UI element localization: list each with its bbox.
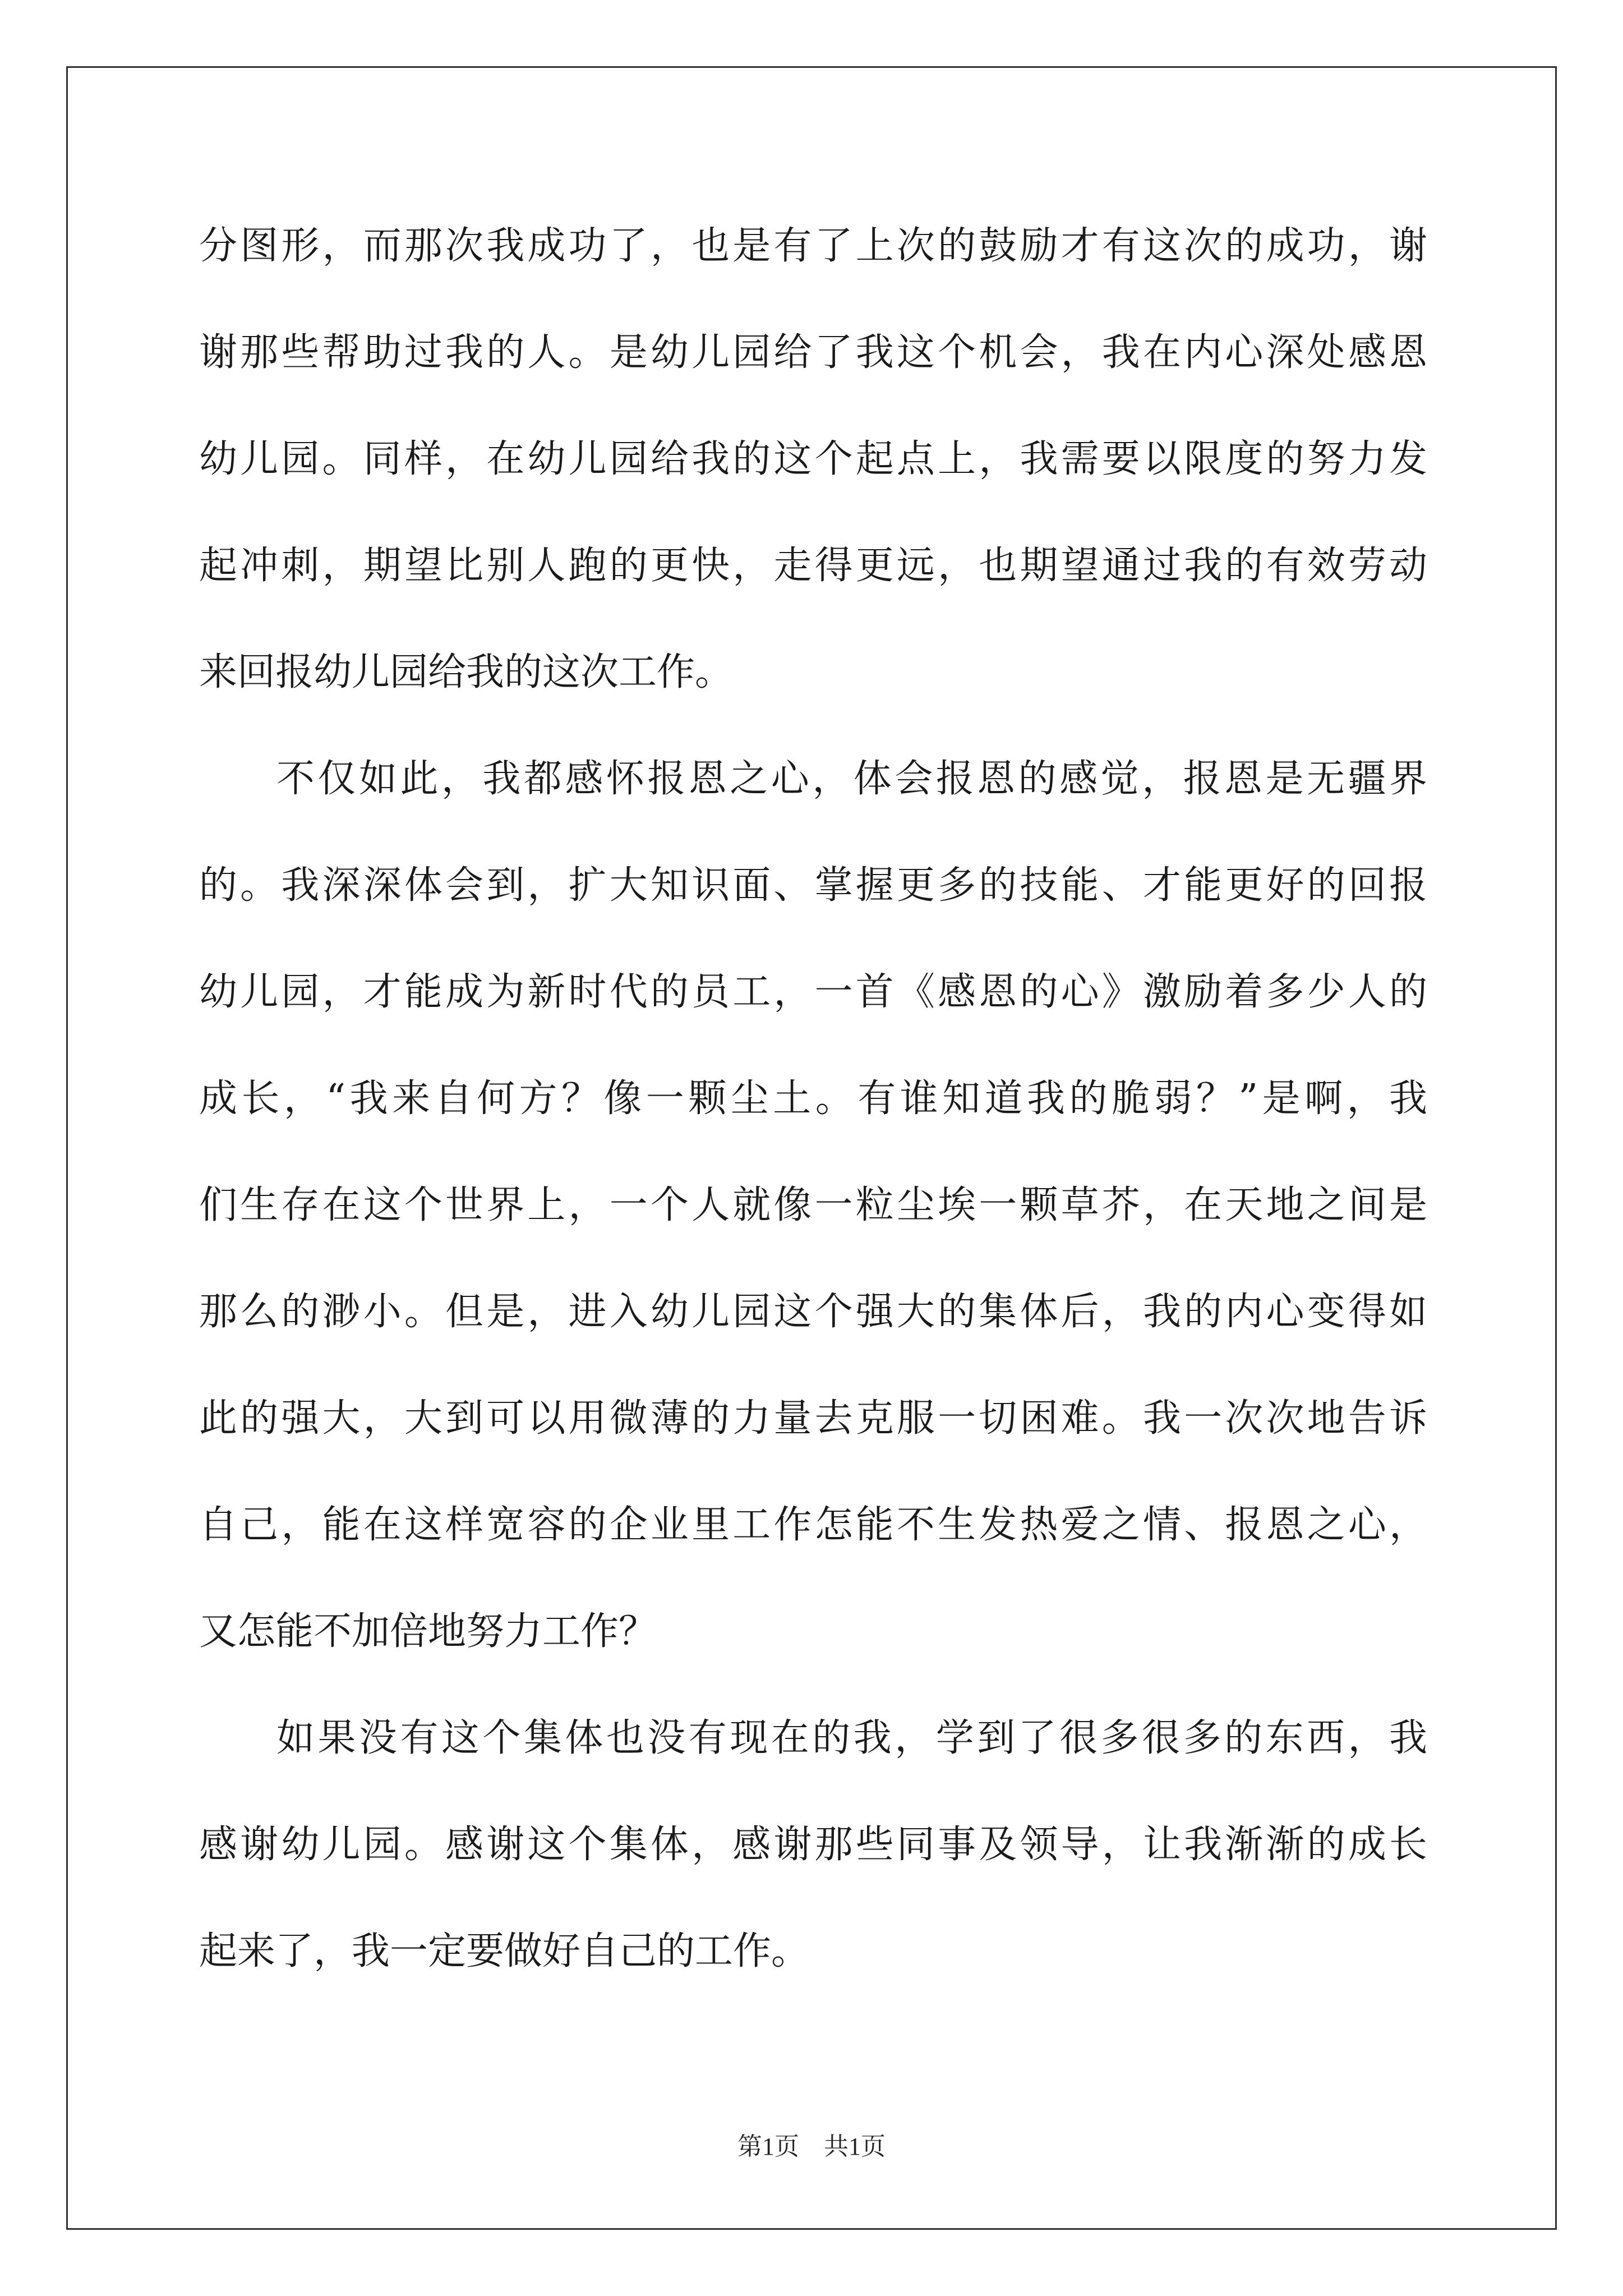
text-line-11: 那么的渺小。但是，进入幼儿园这个强大的集体后，我的内心变得如 — [199, 1290, 1427, 1334]
text-line-10: 们生存在这个世界上，一个人就像一粒尘埃一颗草芥，在天地之间是 — [199, 1183, 1427, 1227]
page-footer: 第1页 共1页 — [737, 2133, 886, 2160]
text-line-17: 起来了，我一定要做好自己的工作。 — [199, 1929, 810, 1973]
text-line-5: 来回报幼儿园给我的这次工作。 — [199, 650, 734, 694]
text-line-1: 分图形，而那次我成功了，也是有了上次的鼓励才有这次的成功，谢 — [199, 224, 1427, 268]
text-line-7: 的。我深深体会到，扩大知识面、掌握更多的技能、才能更好的回报 — [199, 863, 1427, 908]
text-line-6: 不仅如此，我都感怀报恩之心，体会报恩的感觉，报恩是无疆界 — [276, 757, 1427, 801]
text-line-16: 感谢幼儿园。感谢这个集体，感谢那些同事及领导，让我渐渐的成长 — [199, 1823, 1427, 1867]
text-line-14: 又怎能不加倍地努力工作？ — [199, 1609, 657, 1654]
text-line-15: 如果没有这个集体也没有现在的我，学到了很多很多的东西，我 — [276, 1716, 1427, 1760]
text-line-8: 幼儿园，才能成为新时代的员工，一首《感恩的心》激励着多少人的 — [199, 970, 1427, 1014]
text-line-2: 谢那些帮助过我的人。是幼儿园给了我这个机会，我在内心深处感恩 — [199, 330, 1427, 375]
text-line-3: 幼儿园。同样，在幼儿园给我的这个起点上，我需要以限度的努力发 — [199, 437, 1427, 481]
document-body — [199, 215, 1427, 2027]
text-line-9: 成长，“我来自何方？像一颗尘土。有谁知道我的脆弱？”是啊，我 — [199, 1076, 1427, 1121]
text-line-13: 自己，能在这样宽容的企业里工作怎能不生发热爱之情、报恩之心， — [199, 1503, 1427, 1547]
text-line-4: 起冲刺，期望比别人跑的更快，走得更远，也期望通过我的有效劳动 — [199, 544, 1427, 588]
text-line-12: 此的强大，大到可以用微薄的力量去克服一切困难。我一次次地告诉 — [199, 1396, 1427, 1441]
